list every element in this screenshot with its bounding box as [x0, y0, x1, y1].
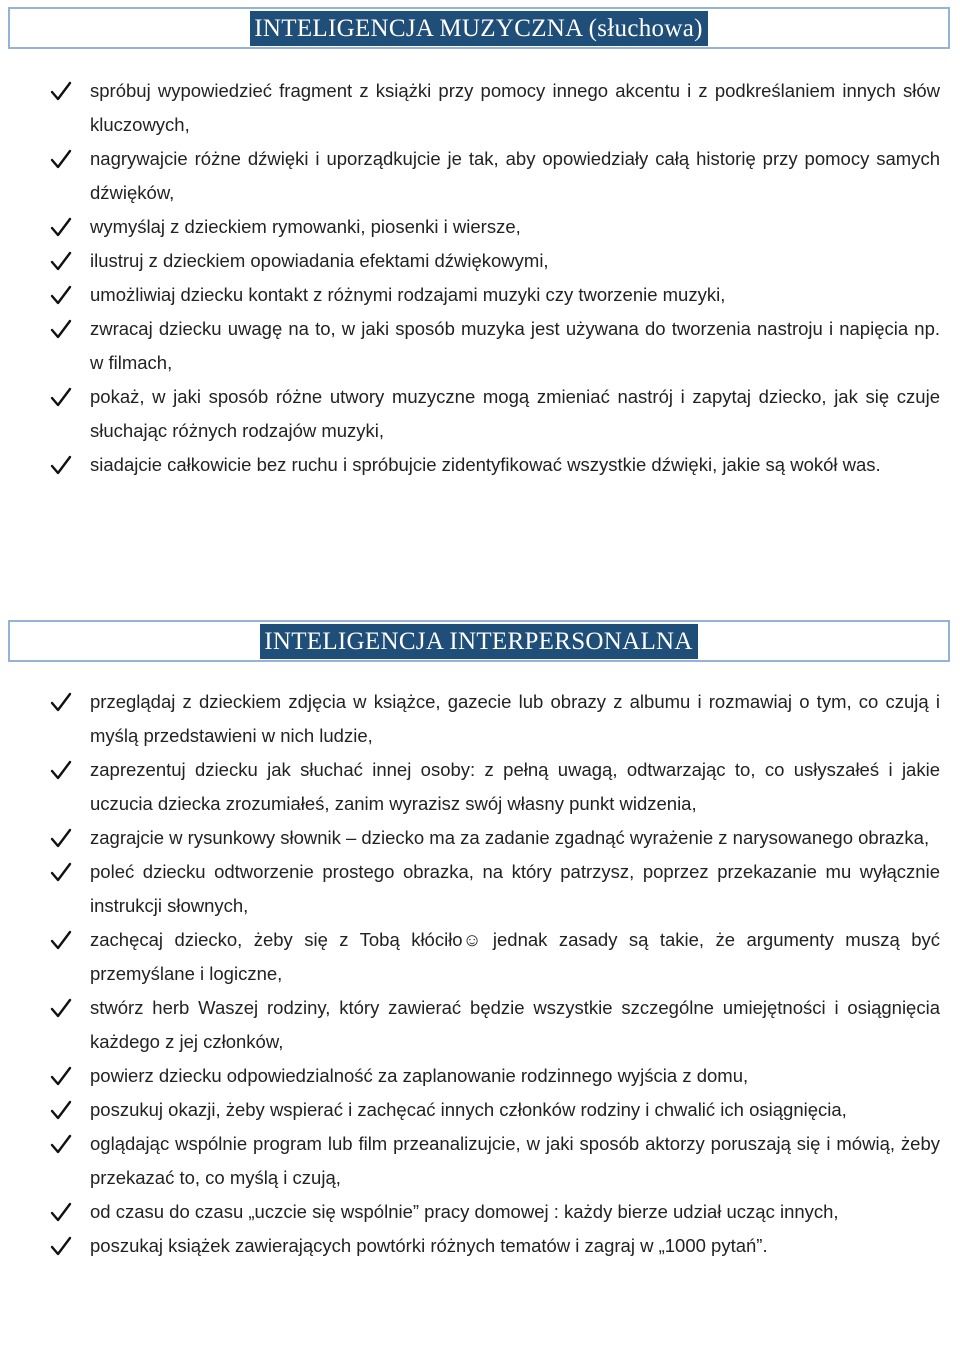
list-item	[50, 855, 940, 923]
checkmark-icon	[50, 1059, 76, 1093]
checkmark-icon	[50, 142, 76, 176]
list-item-text: wymyślaj z dzieckiem rymowanki, piosenki i wiersze,	[90, 216, 521, 237]
list-item	[50, 278, 940, 312]
checkmark-icon	[50, 753, 76, 787]
checkmark-icon	[50, 685, 76, 719]
checkmark-icon	[50, 278, 76, 312]
list-item	[50, 923, 940, 991]
list-item	[50, 1229, 940, 1263]
list-item	[50, 210, 940, 244]
list-item-text: poszukuj okazji, żeby wspierać i zachęcać innych członków rodziny i chwalić ich osiągnięcia,	[90, 1099, 847, 1120]
list-item	[50, 244, 940, 278]
checklist-interpersonalna	[50, 685, 940, 1263]
list-item-text: poleć dziecku odtworzenie prostego obrazka, na który patrzysz, poprzez przekazanie mu wyłącznie instrukcji słownych,	[90, 861, 940, 916]
section-title: INTELIGENCJA INTERPERSONALNA	[260, 624, 698, 659]
list-item-text: zaprezentuj dziecku jak słuchać innej osoby: z pełną uwagą, odtwarzając to, co usłyszałeś i jakie uczucia dziecka zrozumiałeś, zanim wyrazisz swój własny punkt widzenia,	[90, 759, 940, 814]
list-item-text: nagrywajcie różne dźwięki i uporządkujcie je tak, aby opowiedziały całą historię przy pomocy samych dźwięków,	[90, 148, 940, 203]
list-item	[50, 685, 940, 753]
checklist-muzyczna	[50, 74, 940, 482]
list-item-text: poszukaj książek zawierających powtórki różnych tematów i zagraj w „1000 pytań”.	[90, 1235, 768, 1256]
list-item	[50, 1195, 940, 1229]
list-item-text: przeglądaj z dzieckiem zdjęcia w książce, gazecie lub obrazy z albumu i rozmawiaj o tym, co czują i myślą przedstawieni w nich ludzie,	[90, 691, 940, 746]
list-item	[50, 312, 940, 380]
list-item	[50, 142, 940, 210]
list-item	[50, 1127, 940, 1195]
checkmark-icon	[50, 821, 76, 855]
list-item-text: ilustruj z dzieckiem opowiadania efektami dźwiękowymi,	[90, 250, 549, 271]
list-item	[50, 380, 940, 448]
list-item-text: stwórz herb Waszej rodziny, który zawierać będzie wszystkie szczególne umiejętności i osiągnięcia każdego z jej członków,	[90, 997, 940, 1052]
list-item-text: zwracaj dziecku uwagę na to, w jaki sposób muzyka jest używana do tworzenia nastroju i napięcia np. w filmach,	[90, 318, 940, 373]
checkmark-icon	[50, 923, 76, 957]
list-item-text: powierz dziecku odpowiedzialność za zaplanowanie rodzinnego wyjścia z domu,	[90, 1065, 749, 1086]
section-title: INTELIGENCJA MUZYCZNA (słuchowa)	[250, 11, 707, 46]
checkmark-icon	[50, 210, 76, 244]
section-header-muzyczna	[8, 7, 950, 49]
list-item-text: spróbuj wypowiedzieć fragment z książki przy pomocy innego akcentu i z podkreślaniem innych słów kluczowych,	[90, 80, 940, 135]
checkmark-icon	[50, 312, 76, 346]
list-item	[50, 448, 940, 482]
checkmark-icon	[50, 74, 76, 108]
list-item	[50, 1059, 940, 1093]
checkmark-icon	[50, 244, 76, 278]
list-item-text: od czasu do czasu „uczcie się wspólnie” pracy domowej : każdy bierze udział ucząc innych,	[90, 1201, 839, 1222]
list-item-text: umożliwiaj dziecku kontakt z różnymi rodzajami muzyki czy tworzenie muzyki,	[90, 284, 726, 305]
list-item-text: oglądając wspólnie program lub film przeanalizujcie, w jaki sposób aktorzy poruszają się i mówią, żeby przekazać to, co myślą i czują,	[90, 1133, 940, 1188]
checkmark-icon	[50, 1093, 76, 1127]
list-item	[50, 821, 940, 855]
list-item-text: zachęcaj dziecko, żeby się z Tobą kłóciło☺ jednak zasady są takie, że argumenty muszą być przemyślane i logiczne,	[90, 929, 940, 984]
list-item	[50, 1093, 940, 1127]
list-item	[50, 753, 940, 821]
checkmark-icon	[50, 380, 76, 414]
checkmark-icon	[50, 855, 76, 889]
list-item	[50, 74, 940, 142]
section-header-interpersonalna	[8, 620, 950, 662]
checkmark-icon	[50, 991, 76, 1025]
checkmark-icon	[50, 1229, 76, 1263]
list-item	[50, 991, 940, 1059]
checkmark-icon	[50, 448, 76, 482]
list-item-text: pokaż, w jaki sposób różne utwory muzyczne mogą zmieniać nastrój i zapytaj dziecko, jak się czuje słuchając różnych rodzajów muzyki,	[90, 386, 940, 441]
checkmark-icon	[50, 1127, 76, 1161]
list-item-text: siadajcie całkowicie bez ruchu i spróbujcie zidentyfikować wszystkie dźwięki, jakie są wokół was.	[90, 454, 881, 475]
checkmark-icon	[50, 1195, 76, 1229]
list-item-text: zagrajcie w rysunkowy słownik – dziecko ma za zadanie zgadnąć wyrażenie z narysowanego obrazka,	[90, 827, 930, 848]
